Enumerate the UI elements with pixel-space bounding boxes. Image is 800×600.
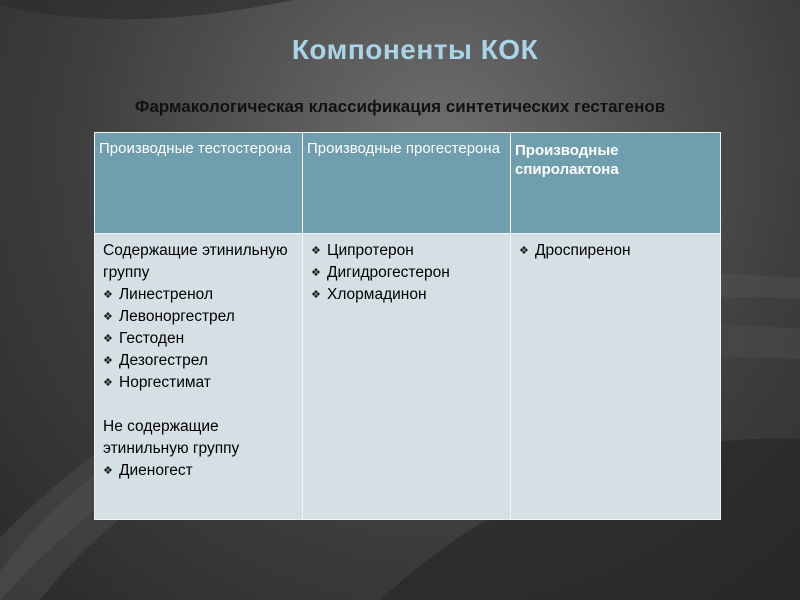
header-spironolactone: Производные спиролактона bbox=[511, 133, 721, 234]
slide-title: Компоненты КОК bbox=[291, 34, 539, 65]
cell-testosterone-derivatives bbox=[95, 234, 303, 520]
cell-progesterone-derivatives bbox=[303, 234, 511, 520]
list-item: ❖ Линестренол bbox=[101, 284, 296, 306]
list-item: ❖ Дроспиренон bbox=[517, 240, 714, 262]
diamond-bullet-icon: ❖ bbox=[519, 245, 529, 257]
diamond-bullet-icon: ❖ bbox=[103, 355, 113, 367]
list-item: ❖ Гестоден bbox=[101, 328, 296, 350]
list-item: ❖ Ципротерон bbox=[309, 240, 504, 262]
diamond-bullet-icon: ❖ bbox=[311, 267, 321, 279]
list-non-ethinyl bbox=[101, 460, 296, 482]
list-item: ❖ Левоноргестрел bbox=[101, 306, 296, 328]
table-body-row bbox=[95, 234, 721, 520]
list-item: ❖ Хлормадинон bbox=[309, 284, 504, 306]
diamond-bullet-icon: ❖ bbox=[103, 311, 113, 323]
list-item: ❖ Диеногест bbox=[101, 460, 296, 482]
diamond-bullet-icon: ❖ bbox=[311, 289, 321, 301]
list-spironolactone bbox=[517, 240, 714, 262]
diamond-bullet-icon: ❖ bbox=[103, 377, 113, 389]
diamond-bullet-icon: ❖ bbox=[103, 465, 113, 477]
diamond-bullet-icon: ❖ bbox=[311, 245, 321, 257]
diamond-bullet-icon: ❖ bbox=[103, 333, 113, 345]
group-label-ethinyl: Содержащие этинильную группу bbox=[103, 242, 288, 281]
classification-table bbox=[94, 132, 721, 520]
header-progesterone: Производные прогестерона bbox=[303, 133, 511, 234]
cell-spironolactone-derivatives bbox=[511, 234, 721, 520]
slide-subtitle: Фармакологическая классификация синтетических гестагенов bbox=[134, 97, 666, 116]
diamond-bullet-icon: ❖ bbox=[103, 289, 113, 301]
header-testosterone: Производные тестостерона bbox=[95, 133, 303, 234]
group-label-non-ethinyl: Не содержащие этинильную группу bbox=[103, 418, 240, 457]
list-ethinyl bbox=[101, 284, 296, 394]
list-item: ❖ Дигидрогестерон bbox=[309, 262, 504, 284]
list-progesterone bbox=[309, 240, 504, 306]
list-item: ❖ Норгестимат bbox=[101, 372, 296, 394]
list-item: ❖ Дезогестрел bbox=[101, 350, 296, 372]
table-header-row bbox=[95, 133, 721, 234]
